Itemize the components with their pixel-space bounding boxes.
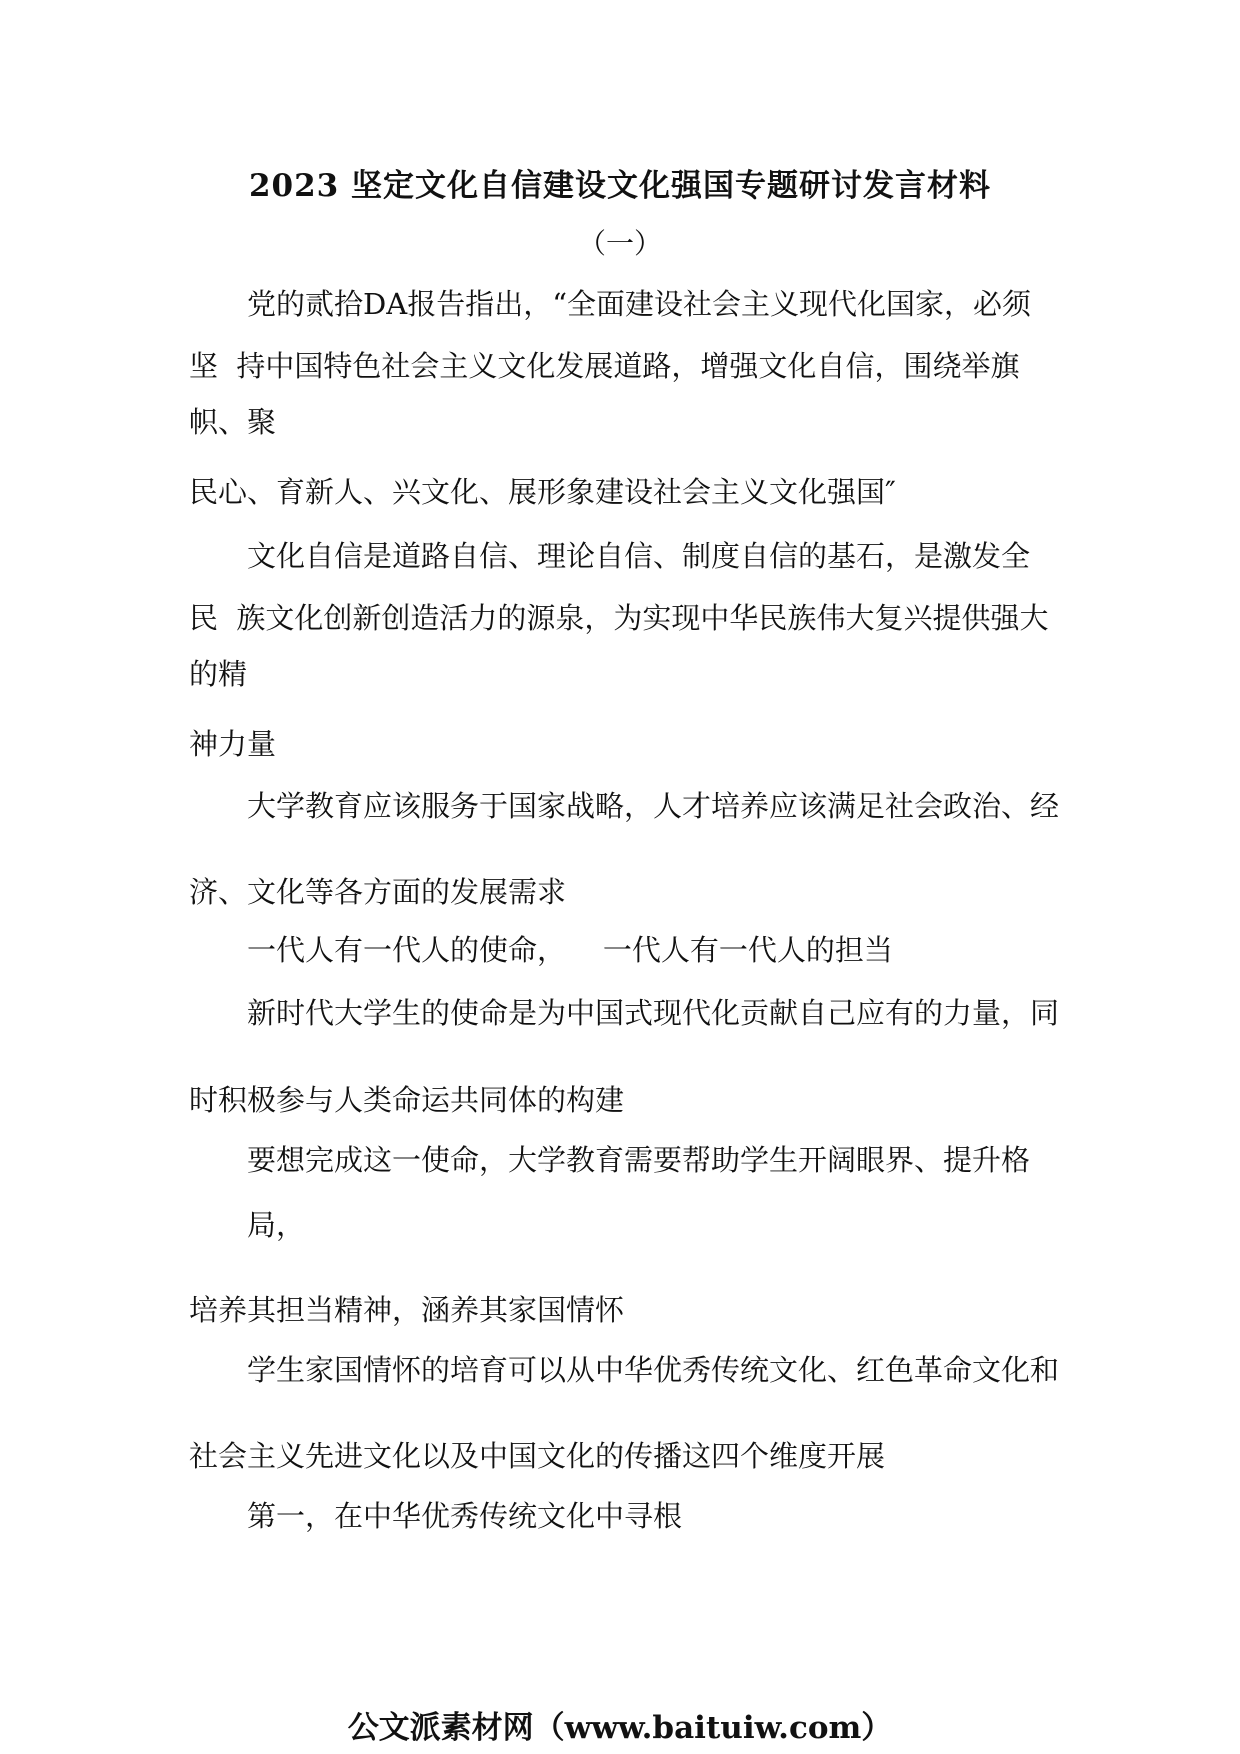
- text-line: 神力量: [189, 727, 277, 761]
- document-subtitle: （一）: [577, 227, 662, 260]
- text-line: 局，: [247, 1208, 306, 1242]
- text-line: 济、文化等各方面的发展需求: [189, 875, 567, 909]
- text-line: 民心、育新人、兴文化、展形象建设社会主义文化强国″: [189, 475, 896, 509]
- text-line: 民 族文化创新创造活力的源泉，为实现中华民族伟大复兴提供强大: [189, 601, 1049, 635]
- text-line: 的精: [189, 657, 248, 691]
- text-line: 党的贰拾DA报告指出，“全面建设社会主义现代化国家，必须: [247, 287, 1032, 321]
- text-line: 时积极参与人类命运共同体的构建: [189, 1083, 625, 1117]
- text-line: 大学教育应该服务于国家战略，人才培养应该满足社会政治、经: [247, 789, 1060, 823]
- text-line: 文化自信是道路自信、理论自信、制度自信的基石，是激发全: [247, 539, 1031, 573]
- text-line: 一代人有一代人的使命， 一代人有一代人的担当: [247, 933, 893, 967]
- document-title: 2023 坚定文化自信建设文化强国专题研讨发言材料: [248, 168, 992, 204]
- text-line: 第一，在中华优秀传统文化中寻根: [247, 1499, 683, 1533]
- text-line: 培养其担当精神，涵养其家国情怀: [189, 1293, 625, 1327]
- text-line: 学生家国情怀的培育可以从中华优秀传统文化、红色革命文化和: [247, 1353, 1060, 1387]
- text-line: 要想完成这一使命，大学教育需要帮助学生开阔眼界、提升格: [247, 1143, 1031, 1177]
- text-line: 社会主义先进文化以及中国文化的传播这四个维度开展: [189, 1439, 886, 1473]
- text-line: 新时代大学生的使命是为中国式现代化贡献自己应有的力量，同: [247, 996, 1060, 1030]
- text-line: 帜、聚: [189, 405, 277, 439]
- text-line: 坚 持中国特色社会主义文化发展道路，增强文化自信，围绕举旗: [189, 349, 1020, 383]
- footer-watermark: 公文派素材网（www.baituiw.com）: [347, 1710, 893, 1746]
